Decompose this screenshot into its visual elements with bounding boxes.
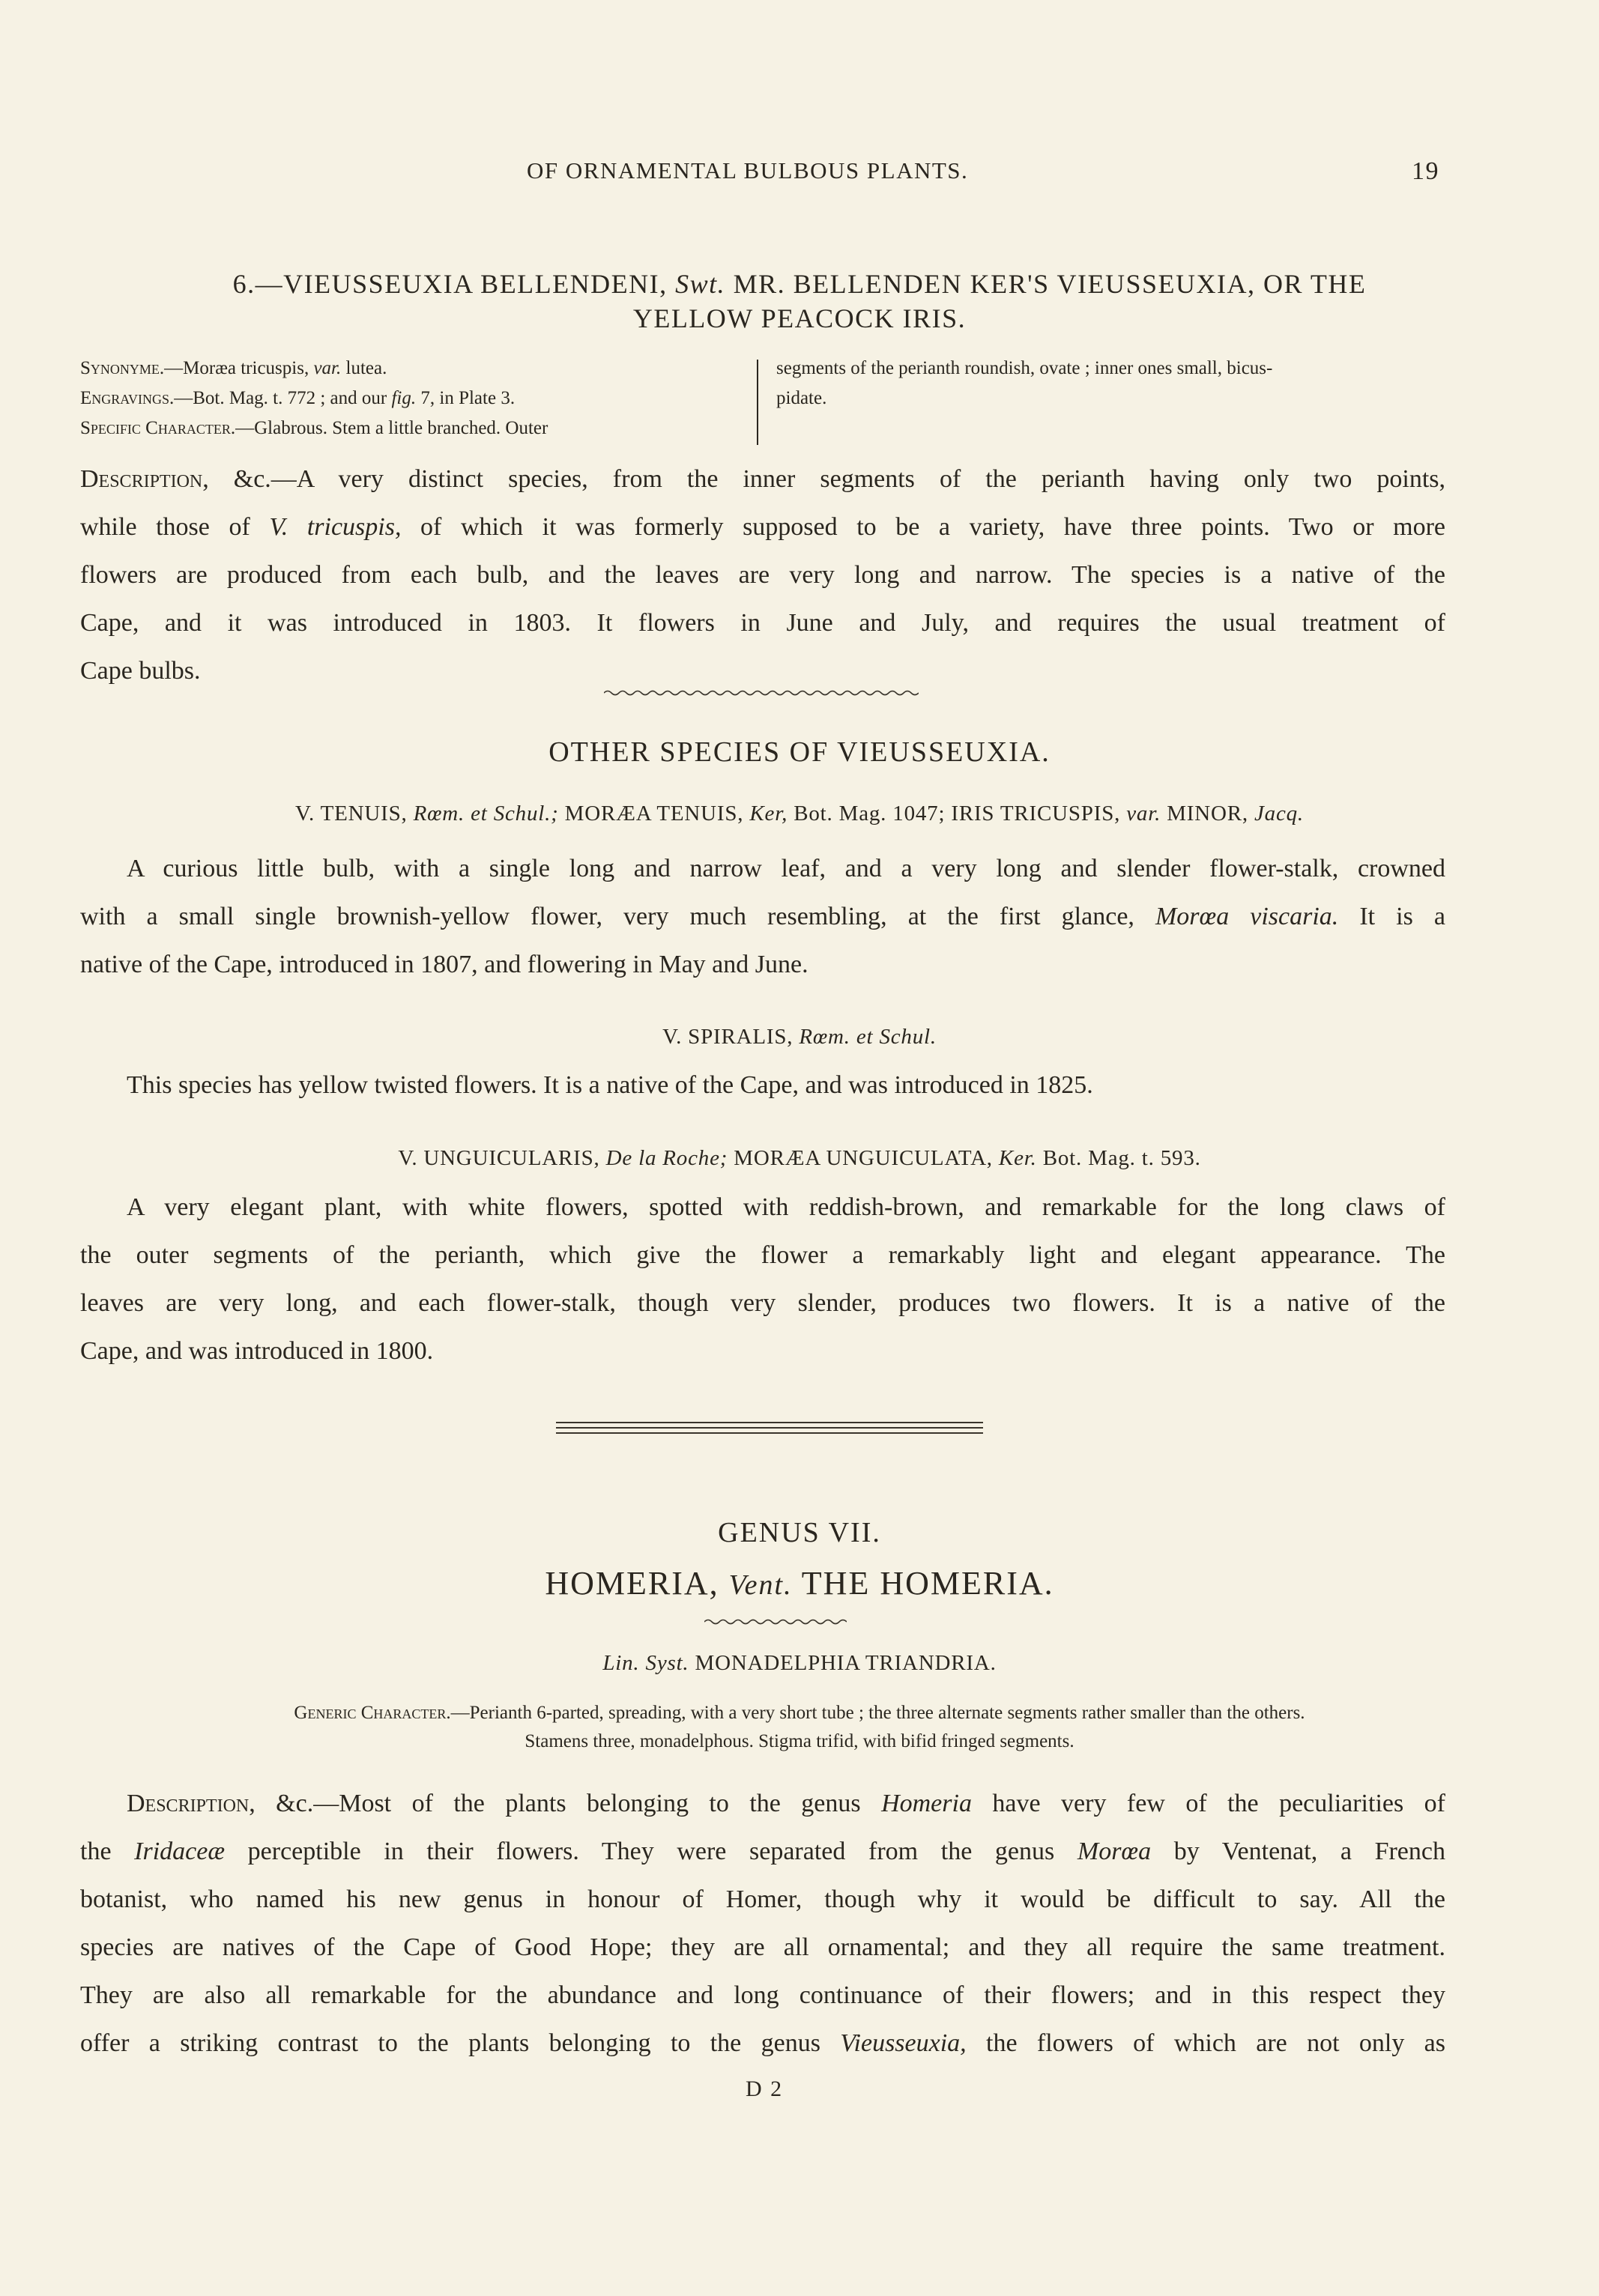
wavy-divider [604, 688, 919, 698]
synonym-block-left [80, 354, 751, 443]
genus-title: HOMERIA, Vent. THE HOMERIA. [545, 1565, 1054, 1602]
page-number: 19 [1412, 157, 1439, 185]
running-title: OF ORNAMENTAL BULBOUS PLANTS. [527, 157, 969, 184]
spiralis-description: This species has yellow twisted flowers. It is a native of the Cape, and was introduced in 1825. [127, 1071, 1093, 1099]
column-divider [757, 360, 758, 445]
genus-number: GENUS VII. [718, 1517, 881, 1548]
section-rule-bottom [556, 1432, 983, 1434]
synonym-block-right: segments of the perianth roundish, ovate ; inner ones small, bicus- pidate. [776, 358, 1273, 408]
unguicularis-description: A very elegant plant, with white flowers, spotted with reddish-brown, and remarkable for the long claws of the outer segments of the perianth, which give the flower a remarkably light and elegant appearance. The leaves are very long, and each flower-stalk, though very slender, produces two flowers. It is a native of the Cape, and was introduced in 1800. [80, 1193, 1445, 1365]
tenuis-description: A curious little bulb, with a single long and narrow leaf, and a very long and slender flower-stalk, crowned with a small single brownish-yellow flower, very much resembling, at the first glance, Morœa viscaria. It is a native of the Cape, introduced in 1807, and flowering in May and June. [80, 855, 1445, 978]
specific-character-line: Specific Character.—Glabrous. Stem a little branched. Outer [80, 418, 548, 438]
wavy-divider-genus [704, 1617, 847, 1627]
engravings-line: Engravings.—Bot. Mag. t. 772 ; and our fig. 7, in Plate 3. [80, 388, 516, 408]
section-rule-middle [556, 1427, 983, 1429]
synonyme-line: Synonyme.—Moræa tricuspis, var. lutea. [80, 358, 387, 378]
signature-mark: D 2 [746, 2077, 784, 2101]
section-rule-top [556, 1422, 983, 1423]
linnaean-system: Lin. Syst. MONADELPHIA TRIANDRIA. [602, 1651, 997, 1675]
generic-character: Generic Character.—Perianth 6-parted, spreading, with a very short tube ; the three alternate segments rather smaller than the others. Stamens three, monadelphous. Stigma trifid, with bifid fringed segments. [294, 1703, 1305, 1751]
section-title: 6.—VIEUSSEUXIA BELLENDENI, Swt. MR. BELLENDEN KER'S VIEUSSEUXIA, OR THE YELLOW PEACOCK IRIS. [232, 269, 1367, 333]
other-species-heading: OTHER SPECIES OF VIEUSSEUXIA. [548, 736, 1051, 768]
genus-description: Description, &c.—Most of the plants belonging to the genus Homeria have very few of the peculiarities of the Iridaceæ perceptible in their flowers. They were separated from the genus Morœa by Ventenat, a French botanist, who named his new genus in honour of Homer, though why it would be difficult to say. All the species are natives of the Cape of Good Hope; they are all ornamental; and they all require the same treatment. They are also all remarkable for the abundance and long continuance of their flowers; and in this respect they offer a striking contrast to the plants belonging to the genus Vieusseuxia, the flowers of which are not only as [80, 1790, 1446, 2057]
section6-description: Description, &c.—A very distinct species, from the inner segments of the perianth having only two points, while those of V. tricuspis, of which it was formerly supposed to be a variety, have three points. Two or more flowers are produced from each bulb, and the leaves are very long and narrow. The species is a native of the Cape, and it was introduced in 1803. It flowers in June and July, and requires the usual treatment of Cape bulbs. [80, 465, 1445, 685]
unguicularis-heading: V. UNGUICULARIS, De la Roche; MORÆA UNGUICULATA, Ker. Bot. Mag. t. 593. [398, 1146, 1201, 1170]
spiralis-heading: V. SPIRALIS, Rœm. et Schul. [662, 1025, 937, 1049]
tenuis-heading: V. TENUIS, Rœm. et Schul.; MORÆA TENUIS, Ker, Bot. Mag. 1047; IRIS TRICUSPIS, var. MINOR, Jacq. [295, 802, 1304, 826]
